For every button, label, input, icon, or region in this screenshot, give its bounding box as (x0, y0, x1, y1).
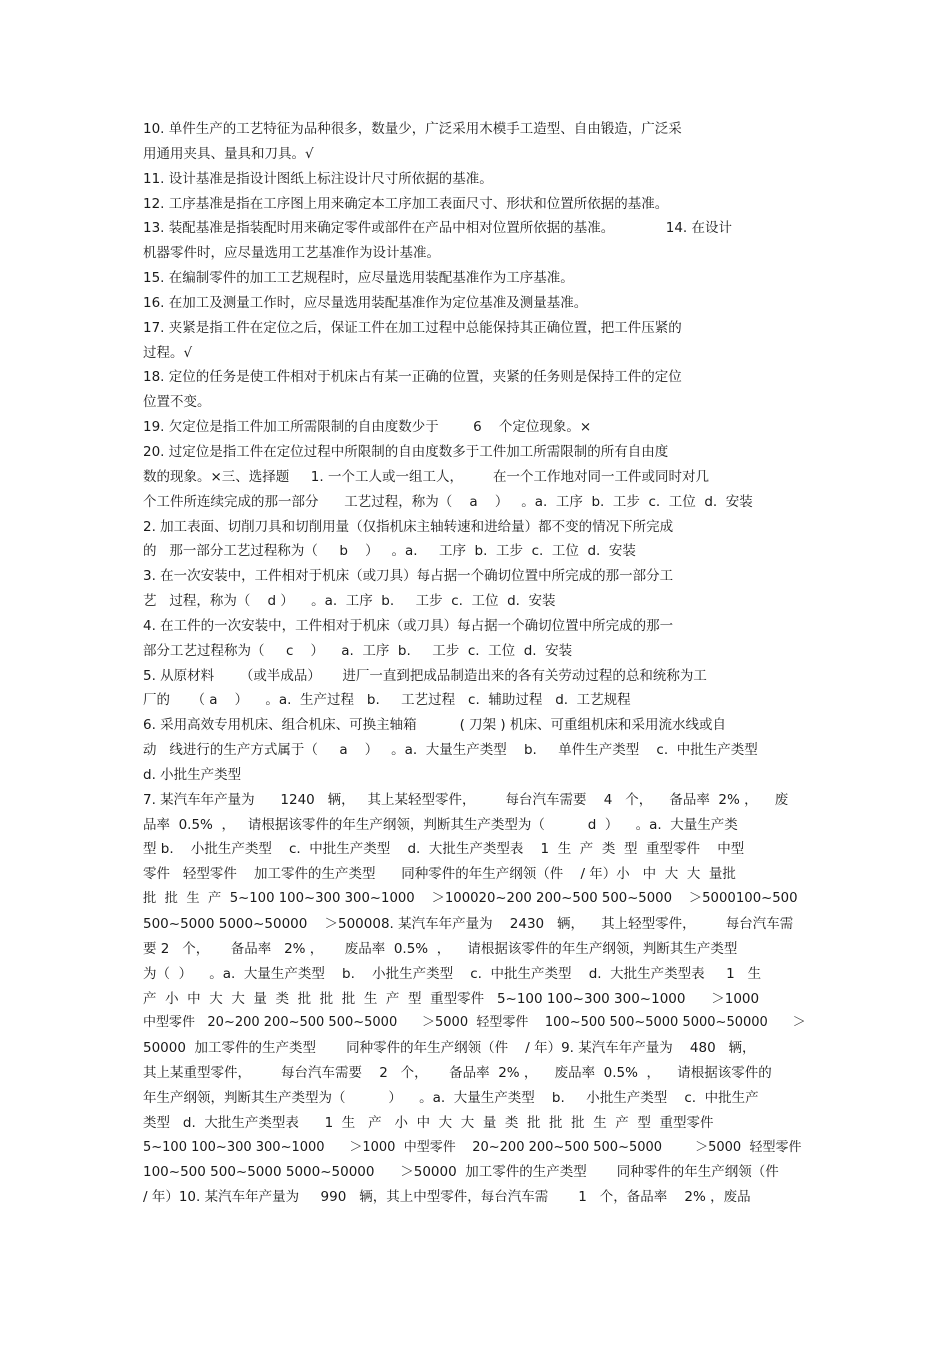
text-line: 4. 在工件的一次安装中，工件相对于机床（或刀具）每占据一个确切位置中所完成的那一 (143, 617, 674, 634)
text-line: 动 线进行的生产方式属于（ a ） 。a. 大量生产类型 b. 单件生产类型 c. 中批生产类型 (143, 742, 758, 759)
text-line: 为（ ） 。a. 大量生产类型 b. 小批生产类型 c. 中批生产类型 d. 大批生产类型表 1 生 (143, 965, 762, 982)
text-line: 批 批 生 产 5~100 100~300 300~1000 ＞100020~200 200~500 500~5000 ＞5000100~500 (143, 891, 798, 907)
text-line: 厂的 （ a ） 。a. 生产过程 b. 工艺过程 c. 辅助过程 d. 工艺规程 (143, 692, 631, 709)
text-line: 19. 欠定位是指工件加工所需限制的自由度数少于 6 个定位现象。× (143, 419, 592, 436)
text-line: 机器零件时，应尽量选用工艺基准作为设计基准。 (143, 245, 440, 262)
text-line: 10. 单件生产的工艺特征为品种很多，数量少，广泛采用木模手工造型、自由锻造，广泛采 (143, 121, 682, 137)
text-line: 500~5000 5000~50000 ＞500008. 某汽车年产量为 2430 辆， 其上轻型零件， 每台汽车需 (143, 916, 794, 932)
text-line: / 年）10. 某汽车年产量为 990 辆，其上中型零件，每台汽车需 1 个，备品率 2% ，废品 (143, 1189, 751, 1206)
text-line: 18. 定位的任务是使工件相对于机床占有某一正确的位置，夹紧的任务则是保持工件的定位 (143, 369, 682, 386)
text-line: 5. 从原材料 （或半成品） 进厂一直到把成品制造出来的各有关劳动过程的总和统称为工 (143, 667, 707, 684)
text-line: 12. 工序基准是指在工序图上用来确定本工序加工表面尺寸、形状和位置所依据的基准。 (143, 195, 669, 212)
text-line: 13. 装配基准是指装配时用来确定零件或部件在产品中相对位置所依据的基准。 14. 在设计 (143, 220, 733, 237)
text-line: 位置不变。 (143, 394, 211, 411)
text-line: 部分工艺过程称为（ c ） a. 工序 b. 工步 c. 工位 d. 安装 (143, 642, 573, 659)
text-line: 其上某重型零件， 每台汽车需要 2 个， 备品率 2% ， 废品率 0.5% ， 请根据该零件的 (143, 1065, 772, 1082)
text-line: 11. 设计基准是指设计图纸上标注设计尺寸所依据的基准。 (143, 170, 493, 187)
text-line: 型 b. 小批生产类型 c. 中批生产类型 d. 大批生产类型表 1 生 产 类 型 重型零件 中型 (143, 841, 745, 858)
text-line: 15. 在编制零件的加工工艺规程时，应尽量选用装配基准作为工序基准。 (143, 270, 574, 287)
text-line: 20. 过定位是指工件在定位过程中所限制的自由度数多于工件加工所需限制的所有自由度 (143, 443, 669, 460)
text-line: 品率 0.5% ， 请根据该零件的年生产纲领，判断其生产类型为（ d ） 。a. 大量生产类 (143, 816, 738, 833)
text-line: 个工件所连续完成的那一部分 工艺过程，称为（ a ） 。a. 工序 b. 工步 c. 工位 d. 安装 (143, 493, 753, 510)
text-line: 艺 过程，称为（ d ） 。a. 工序 b. 工步 c. 工位 d. 安装 (143, 593, 556, 610)
text-line: 中型零件 20~200 200~500 500~5000 ＞5000 轻型零件 100~500 500~5000 5000~50000 ＞ (143, 1015, 806, 1031)
text-line: 3. 在一次安装中，工件相对于机床（或刀具）每占据一个确切位置中所完成的那一部分工 (143, 568, 674, 585)
document-text-block (143, 117, 808, 1210)
text-line: 的 那一部分工艺过程称为（ b ） 。a. 工序 b. 工步 c. 工位 d. 安装 (143, 543, 636, 560)
text-line: 6. 采用高效专用机床、组合机床、可换主轴箱 ( 刀架 ) 机床、可重组机床和采用流水线或自 (143, 717, 726, 734)
text-line: 5~100 100~300 300~1000 ＞1000 中型零件 20~200 200~500 500~5000 ＞5000 轻型零件 (143, 1139, 802, 1155)
text-line: 要 2 个， 备品率 2% ， 废品率 0.5% ， 请根据该零件的年生产纲领，判断其生产类型 (143, 940, 738, 957)
text-line: 50000 加工零件的生产类型 同种零件的年生产纲领（件 / 年）9. 某汽车年产量为 480 辆， (143, 1040, 756, 1057)
text-line: 2. 加工表面、切削刀具和切削用量（仅指机床主轴转速和进给量）都不变的情况下所完成 (143, 518, 674, 535)
text-line: 零件 轻型零件 加工零件的生产类型 同种零件的年生产纲领（件 / 年）小 中 大 大 量批 (143, 866, 736, 883)
text-line: 100~500 500~5000 5000~50000 ＞50000 加工零件的生产类型 同种零件的年生产纲领（件 (143, 1164, 779, 1181)
text-line: 7. 某汽车年产量为 1240 辆， 其上某轻型零件， 每台汽车需要 4 个， 备品率 2% ， 废 (143, 791, 789, 808)
text-line: 16. 在加工及测量工作时，应尽量选用装配基准作为定位基准及测量基准。 (143, 294, 588, 311)
text-line: 过程。√ (143, 344, 193, 361)
text-line: d. 小批生产类型 (143, 766, 242, 783)
text-line: 用通用夹具、量具和刀具。√ (143, 145, 314, 162)
text-line: 年生产纲领，判断其生产类型为（ ） 。a. 大量生产类型 b. 小批生产类型 c. 中批生产 (143, 1089, 759, 1106)
text-line: 产 小 中 大 大 量 类 批 批 批 生 产 型 重型零件 5~100 100~300 300~1000 ＞1000 (143, 990, 760, 1007)
text-line: 数的现象。×三、选择题 1. 一个工人或一组工人， 在一个工作地对同一工件或同时对几 (143, 468, 709, 485)
text-line: 类型 d. 大批生产类型表 1 生 产 小 中 大 大 量 类 批 批 批 生 产 型 重型零件 (143, 1114, 714, 1131)
text-line: 17. 夹紧是指工件在定位之后，保证工件在加工过程中总能保持其正确位置，把工件压紧的 (143, 319, 682, 336)
